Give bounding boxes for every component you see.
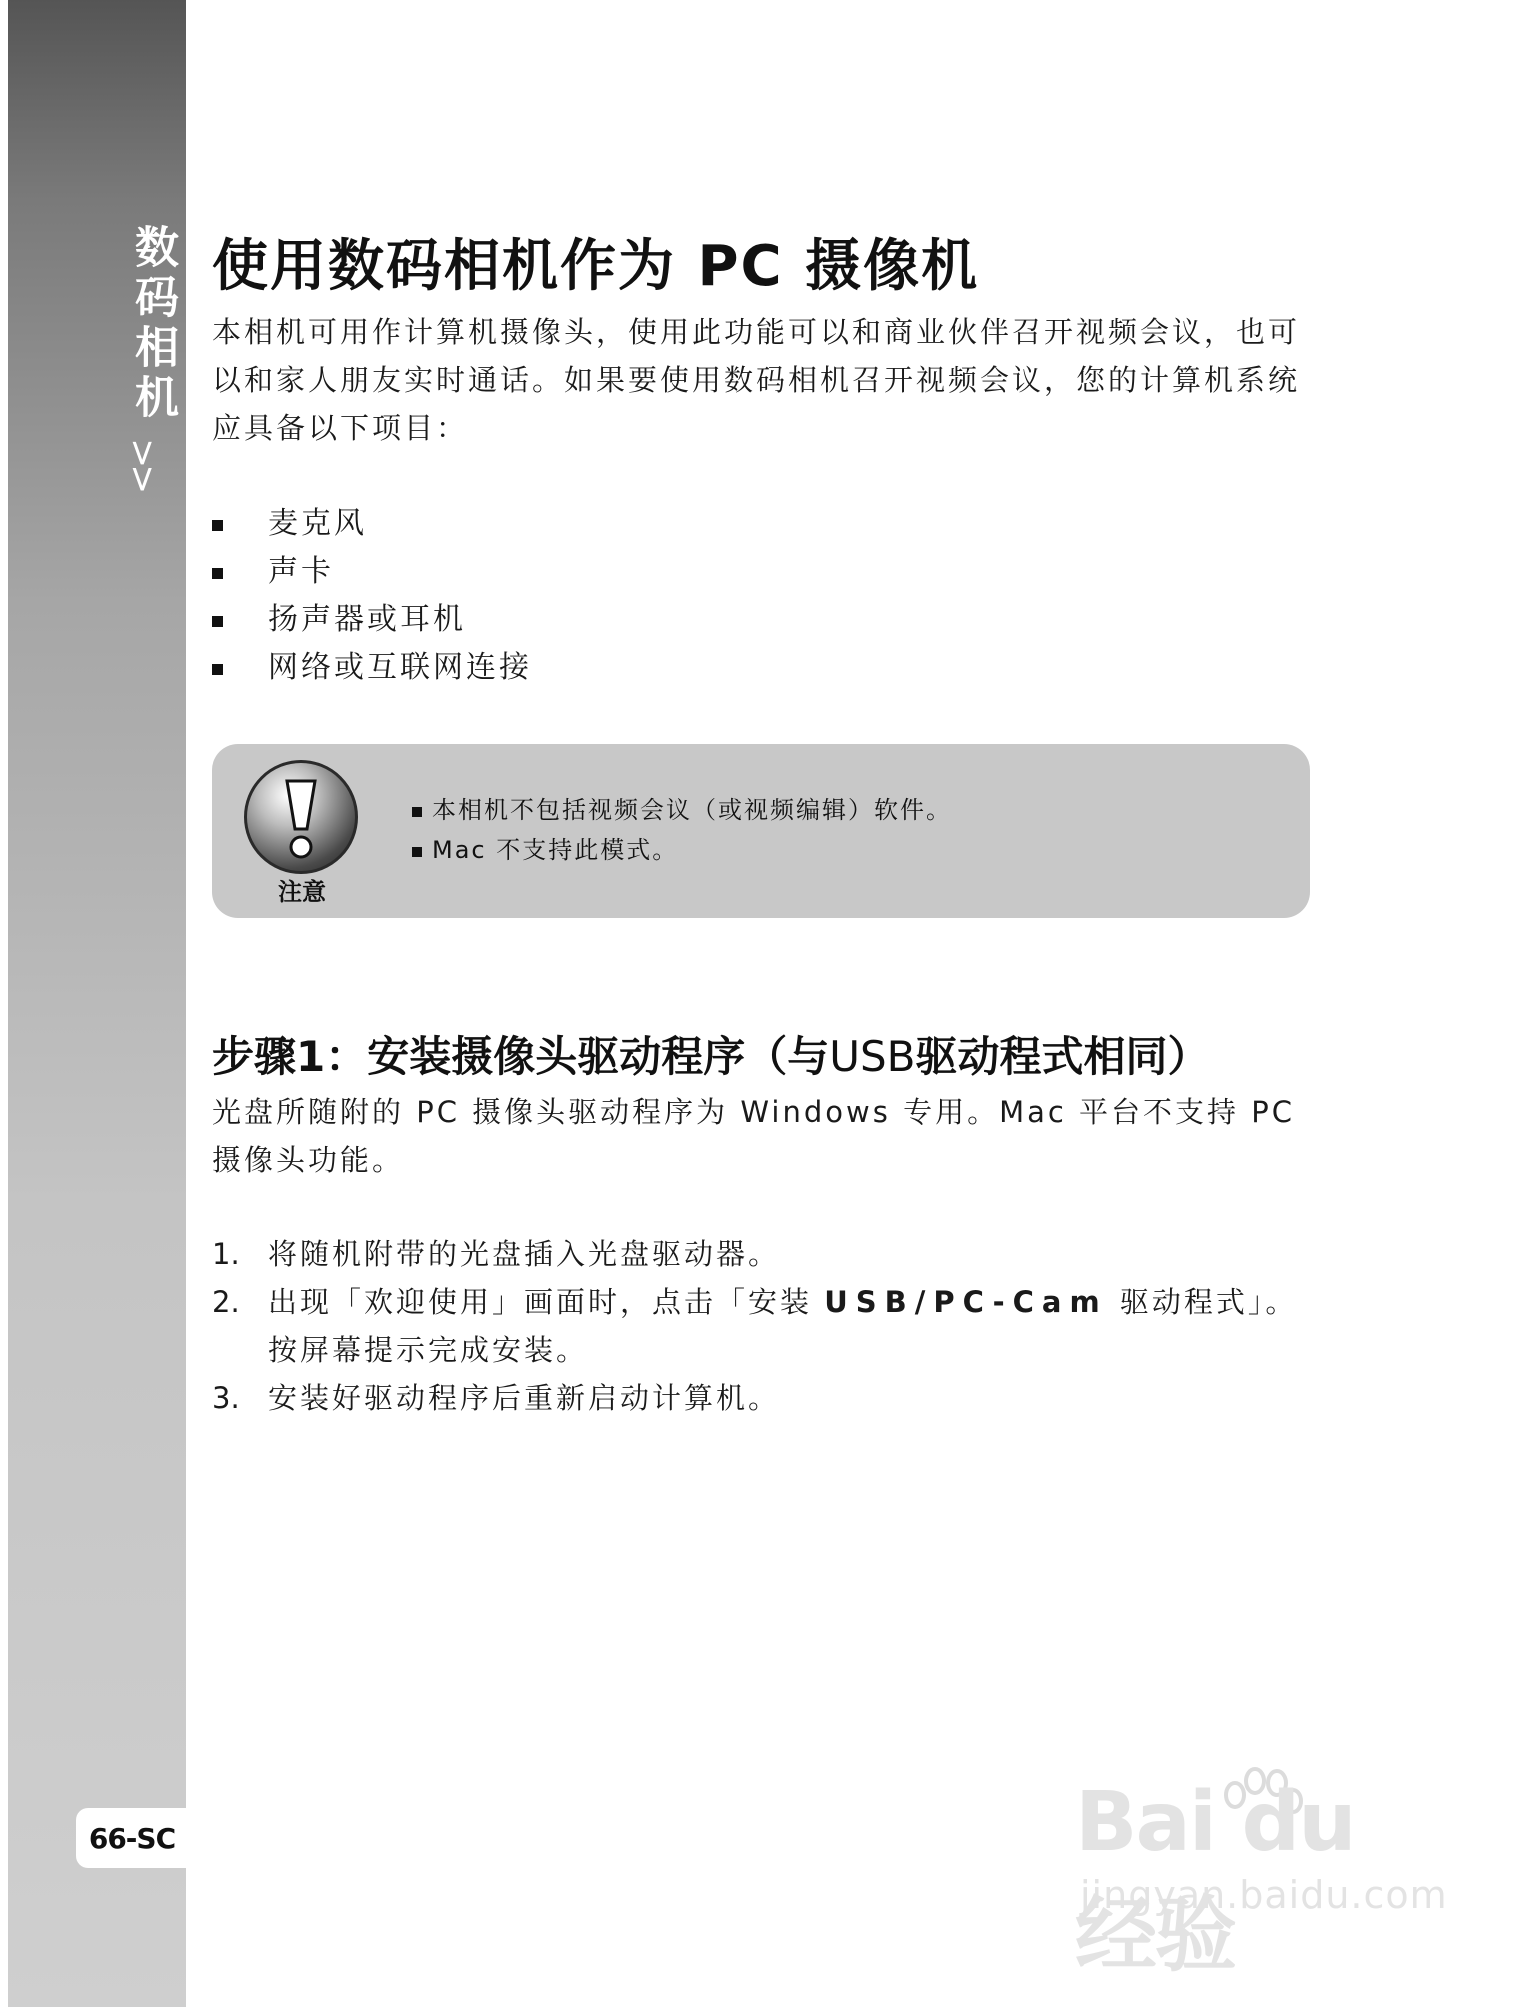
step-intro: 光盘所随附的 PC 摄像头驱动程序为 Windows 专用。Mac 平台不支持 PC 摄像头功能。 xyxy=(212,1095,1295,1177)
watermark-url: jingyan.baidu.com xyxy=(1080,1873,1448,1917)
step-item: 3. 安装好驱动程序后重新启动计算机。 xyxy=(212,1381,781,1415)
list-item: 扬声器或耳机 xyxy=(212,596,532,644)
step-item: 1. 将随机附带的光盘插入光盘驱动器。 xyxy=(212,1237,781,1271)
watermark-logo: Bai du 经验 xyxy=(1075,1775,1355,1983)
note-list xyxy=(412,790,952,870)
watermark xyxy=(1075,1775,1455,1983)
list-item: 声卡 xyxy=(212,548,532,596)
note-item: 本相机不包括视频会议（或视频编辑）软件。 xyxy=(412,790,952,830)
requirements-list xyxy=(212,500,532,692)
note-item: Mac 不支持此模式。 xyxy=(412,830,952,870)
bullet-icon xyxy=(212,520,223,531)
step-title: 步骤1：安装摄像头驱动程序（与USB驱动程式相同） xyxy=(212,1032,1210,1081)
step-item: 2. 出现「欢迎使用」画面时，点击「安装 USB/PC-Cam 驱动程式」。按屏幕提示完成安装。 xyxy=(212,1285,1298,1367)
sidebar-title: 数码相机 xyxy=(127,224,178,424)
steps-list xyxy=(212,1230,1312,1422)
bullet-icon xyxy=(412,847,422,857)
list-item: 网络或互联网连接 xyxy=(212,644,532,692)
bullet-icon xyxy=(212,664,223,675)
bullet-icon xyxy=(412,807,422,817)
page-number: 66-SC xyxy=(76,1808,188,1868)
bullet-icon xyxy=(212,568,223,579)
sidebar-arrows: >> xyxy=(122,438,163,491)
sidebar xyxy=(8,0,186,2007)
section-title: 使用数码相机作为 PC 摄像机 xyxy=(212,234,980,299)
exclamation-icon xyxy=(244,760,358,874)
note-label: 注意 xyxy=(278,878,326,906)
bullet-icon xyxy=(212,616,223,627)
list-item: 麦克风 xyxy=(212,500,532,548)
intro-paragraph: 本相机可用作计算机摄像头，使用此功能可以和商业伙伴召开视频会议，也可以和家人朋友实时通话。如果要使用数码相机召开视频会议，您的计算机系统应具备以下项目： xyxy=(212,315,1301,445)
note-box xyxy=(212,744,1310,918)
